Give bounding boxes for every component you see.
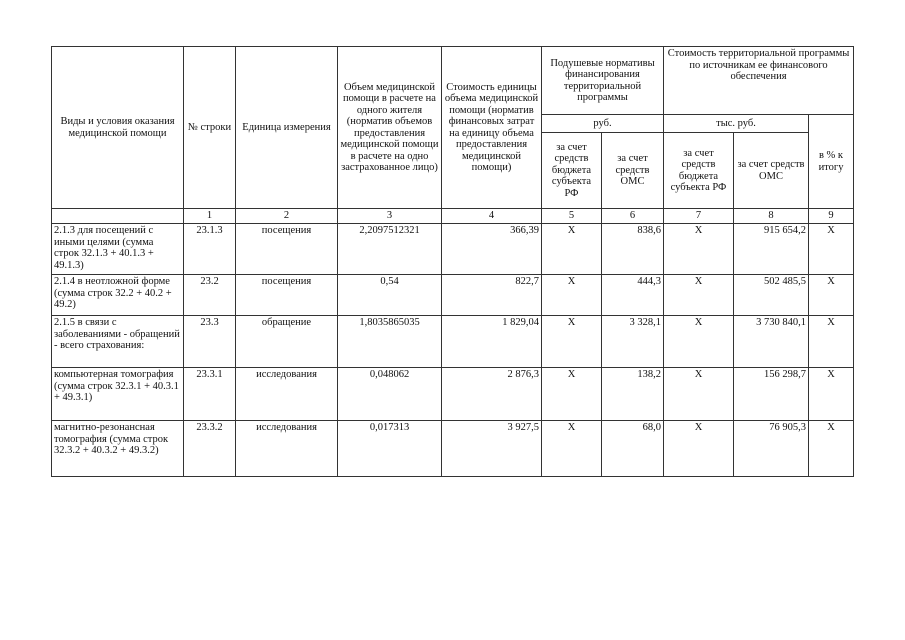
row-budget-rub: X xyxy=(542,316,602,368)
row-name: 2.1.3 для посещений с иными целями (сумма строк 32.1.3 + 40.1.3 + 49.1.3) xyxy=(52,224,184,275)
row-percent: X xyxy=(809,421,854,477)
header-per-capita: Подушевые нормативы финансирования территориальной программы xyxy=(542,47,664,115)
row-name: магнитно-резонансная томография (сумма строк 32.3.2 + 40.3.2 + 49.3.2) xyxy=(52,421,184,477)
row-budget-thous: X xyxy=(664,275,734,316)
row-unit: посещения xyxy=(236,275,338,316)
row-number: 23.3.1 xyxy=(184,368,236,421)
table-row xyxy=(52,368,854,421)
header-cost-per-unit: Стоимость единицы объема медицинской помощи (норматив финансовых затрат на единицу объема предоставления медицинской помощи) xyxy=(442,47,542,209)
header-volume: Объем медицинской помощи в расчете на одного жителя (норматив объемов предоставления медицинской помощи в расчете на одно застрахованное лицо) xyxy=(338,47,442,209)
header-row-number: № строки xyxy=(184,47,236,209)
row-oms-thous: 3 730 840,1 xyxy=(734,316,809,368)
row-unit: обращение xyxy=(236,316,338,368)
row-volume: 1,8035865035 xyxy=(338,316,442,368)
column-number: 6 xyxy=(602,209,664,224)
header-budget-thous: за счет средств бюджета субъекта РФ xyxy=(664,133,734,209)
row-budget-rub: X xyxy=(542,224,602,275)
row-budget-rub: X xyxy=(542,368,602,421)
table-row xyxy=(52,316,854,368)
row-oms-thous: 76 905,3 xyxy=(734,421,809,477)
column-number: 7 xyxy=(664,209,734,224)
medical-care-table xyxy=(51,46,854,477)
row-oms-thous: 915 654,2 xyxy=(734,224,809,275)
table-row xyxy=(52,224,854,275)
column-number: 2 xyxy=(236,209,338,224)
row-oms-thous: 502 485,5 xyxy=(734,275,809,316)
row-cost: 822,7 xyxy=(442,275,542,316)
header-oms-rub: за счет средств ОМС xyxy=(602,133,664,209)
row-volume: 0,048062 xyxy=(338,368,442,421)
header-unit: Единица измерения xyxy=(236,47,338,209)
row-percent: X xyxy=(809,316,854,368)
column-number: 8 xyxy=(734,209,809,224)
row-oms-rub: 3 328,1 xyxy=(602,316,664,368)
row-number: 23.2 xyxy=(184,275,236,316)
row-name: 2.1.4 в неотложной форме (сумма строк 32.2 + 40.2 + 49.2) xyxy=(52,275,184,316)
column-number: 5 xyxy=(542,209,602,224)
table-row xyxy=(52,421,854,477)
row-number: 23.3.2 xyxy=(184,421,236,477)
header-types-of-care: Виды и условия оказания медицинской помощи xyxy=(52,47,184,209)
row-unit: посещения xyxy=(236,224,338,275)
row-volume: 2,2097512321 xyxy=(338,224,442,275)
row-percent: X xyxy=(809,275,854,316)
column-number: 9 xyxy=(809,209,854,224)
row-cost: 3 927,5 xyxy=(442,421,542,477)
column-number-blank xyxy=(52,209,184,224)
header-budget-rub: за счет средств бюджета субъекта РФ xyxy=(542,133,602,209)
row-budget-rub: X xyxy=(542,421,602,477)
row-volume: 0,54 xyxy=(338,275,442,316)
row-oms-rub: 838,6 xyxy=(602,224,664,275)
row-budget-thous: X xyxy=(664,224,734,275)
column-number: 4 xyxy=(442,209,542,224)
header-thous-rub: тыс. руб. xyxy=(664,115,809,133)
header-rub: руб. xyxy=(542,115,664,133)
row-unit: исследования xyxy=(236,421,338,477)
header-percent: в % к итогу xyxy=(809,115,854,209)
row-name: компьютерная томография (сумма строк 32.3.1 + 40.3.1 + 49.3.1) xyxy=(52,368,184,421)
header-oms-thous: за счет средств ОМС xyxy=(734,133,809,209)
row-name: 2.1.5 в связи с заболеваниями - обращений - всего страхования: xyxy=(52,316,184,368)
row-oms-rub: 138,2 xyxy=(602,368,664,421)
row-budget-thous: X xyxy=(664,368,734,421)
row-percent: X xyxy=(809,368,854,421)
table-row xyxy=(52,275,854,316)
row-oms-thous: 156 298,7 xyxy=(734,368,809,421)
row-unit: исследования xyxy=(236,368,338,421)
header-program-cost: Стоимость территориальной программы по источникам ее финансового обеспечения xyxy=(664,47,854,115)
row-budget-thous: X xyxy=(664,421,734,477)
column-number: 3 xyxy=(338,209,442,224)
row-budget-rub: X xyxy=(542,275,602,316)
row-cost: 366,39 xyxy=(442,224,542,275)
row-number: 23.1.3 xyxy=(184,224,236,275)
row-percent: X xyxy=(809,224,854,275)
row-number: 23.3 xyxy=(184,316,236,368)
row-budget-thous: X xyxy=(664,316,734,368)
row-oms-rub: 444,3 xyxy=(602,275,664,316)
row-oms-rub: 68,0 xyxy=(602,421,664,477)
row-cost: 1 829,04 xyxy=(442,316,542,368)
column-number: 1 xyxy=(184,209,236,224)
column-numbers-row xyxy=(52,209,854,224)
row-volume: 0,017313 xyxy=(338,421,442,477)
row-cost: 2 876,3 xyxy=(442,368,542,421)
